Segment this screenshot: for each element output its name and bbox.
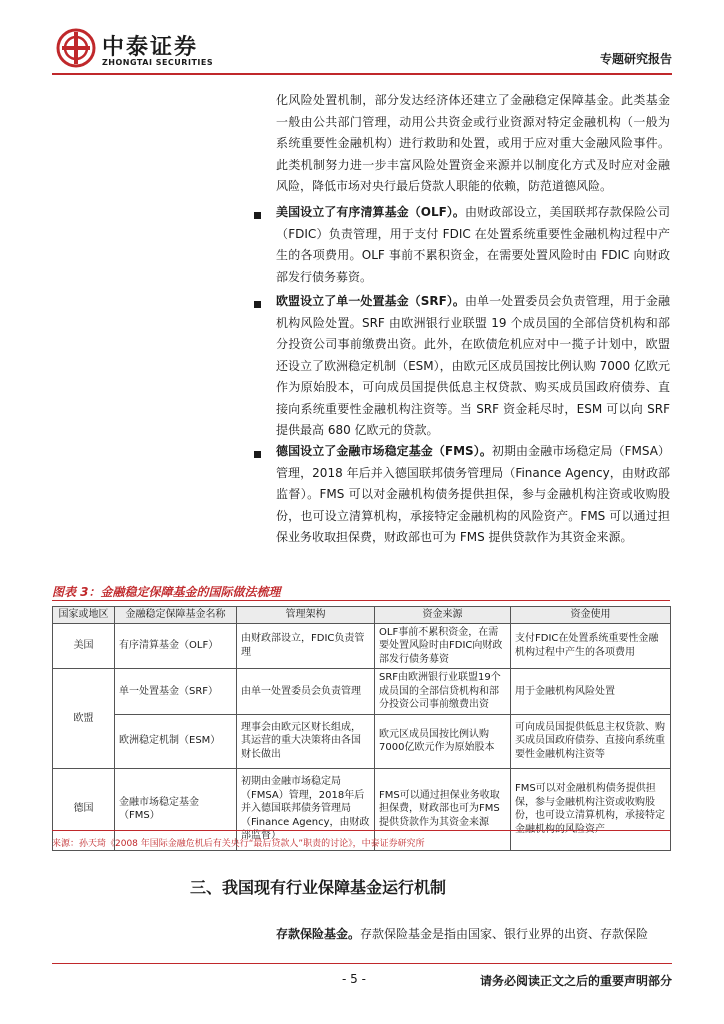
zhongtai-logo-icon <box>56 28 96 68</box>
cell-funding-source: FMS可以通过担保业务收取担保费，财政部也可为FMS提供贷款作为其资金来源 <box>375 768 511 850</box>
table-header: 资金使用 <box>511 607 671 624</box>
cell-management: 理事会由欧元区财长组成，其运营的重大决策将由各国财长做出 <box>237 714 375 768</box>
comparison-table <box>52 606 671 851</box>
cell-management: 由财政部设立，FDIC负责管理 <box>237 623 375 669</box>
cell-fund-usage: FMS可以对金融机构债务提供担保，参与金融机构注资或收购股份，也可设立清算机构，承接特定金融机构的风险资产 <box>511 768 671 850</box>
header-divider <box>52 73 672 75</box>
cell-region: 美国 <box>53 623 115 669</box>
cell-fund-usage: 支付FDIC在处置系统重要性金融机构过程中产生的各项费用 <box>511 623 671 669</box>
section-paragraph <box>276 924 670 946</box>
table-row <box>53 623 671 669</box>
table-header: 资金来源 <box>375 607 511 624</box>
cell-region: 德国 <box>53 768 115 850</box>
cell-fund-name: 单一处置基金（SRF） <box>115 669 237 715</box>
bullet-srf-lead: 欧盟设立了单一处置基金（SRF）。 <box>276 294 465 308</box>
figure-top-rule <box>52 600 670 601</box>
bullet-olf-text: 由财政部设立，美国联邦存款保险公司（FDIC）负责管理，用于支付 FDIC 在处置系统重要性金融机构过程中产生的各项费用。OLF 事前不累积资金，在需要处置风险时由 FDIC 向财政部发行债务募资。 <box>276 205 670 284</box>
footer-divider <box>52 963 672 964</box>
cell-funding-source: 欧元区成员国按比例认购7000亿欧元作为原始股本 <box>375 714 511 768</box>
intro-paragraph: 化风险处置机制，部分发达经济体还建立了金融稳定保障基金。此类基金一般由公共部门管理，动用公共资金或行业资源对特定金融机构（一般为系统重要性金融机构）进行救助和处置，或用于应对重大金融风险事件。此类机制努力进一步丰富风险处置资金来源并以制度化方式及时应对金融风险，降低市场对央行最后贷款人职能的依赖，防范道德风险。 <box>276 93 670 193</box>
report-type: 专题研究报告 <box>599 52 672 66</box>
table-row <box>53 669 671 715</box>
bullet-marker <box>254 212 261 219</box>
figure-bottom-rule <box>52 830 670 831</box>
bullet-fms <box>276 441 670 549</box>
table-header: 金融稳定保障基金名称 <box>115 607 237 624</box>
brand-name: 中泰证券 <box>102 35 199 60</box>
bullet-srf <box>276 291 670 442</box>
section-lead: 存款保险基金。 <box>276 927 361 941</box>
section-heading: 三、我国现有行业保障基金运行机制 <box>190 878 447 897</box>
page-header <box>0 0 724 80</box>
bullet-marker <box>254 301 261 308</box>
cell-fund-name: 欧洲稳定机制（ESM） <box>115 714 237 768</box>
cell-funding-source: OLF事前不累积资金，在需要处置风险时由FDIC向财政部发行债务募资 <box>375 623 511 669</box>
bullet-olf <box>276 202 670 288</box>
bullet-fms-text: 初期由金融市场稳定局（FMSA）管理，2018 年后并入德国联邦债务管理局（Finance Agency，由财政部监督）。FMS 可以对金融机构债务提供担保，参与金融机构注资或收购股份，也可设立清算机构，承接特定金融机构的风险资产。FMS 可以通过担保业务收取担保费，财政部也可为 FMS 提供贷款作为其资金来源。 <box>276 444 670 544</box>
table-header-row <box>53 607 671 624</box>
footer-disclaimer: 请务必阅读正文之后的重要声明部分 <box>479 974 672 988</box>
bullet-marker <box>254 451 261 458</box>
bullet-olf-lead: 美国设立了有序清算基金（OLF）。 <box>276 205 465 219</box>
brand-name-en: ZHONGTAI SECURITIES <box>102 58 214 67</box>
bullet-fms-lead: 德国设立了金融市场稳定基金（FMS）。 <box>276 444 492 458</box>
cell-region: 欧盟 <box>53 669 115 769</box>
cell-management: 由单一处置委员会负责管理 <box>237 669 375 715</box>
figure-source: 来源：孙天琦《2008 年国际金融危机后有关央行“最后贷款人”职责的讨论》，中泰证券研究所 <box>52 839 425 849</box>
cell-fund-name: 有序清算基金（OLF） <box>115 623 237 669</box>
cell-fund-usage: 用于金融机构风险处置 <box>511 669 671 715</box>
cell-fund-name: 金融市场稳定基金（FMS） <box>115 768 237 850</box>
table-header: 管理架构 <box>237 607 375 624</box>
table-row <box>53 714 671 768</box>
cell-management: 初期由金融市场稳定局（FMSA）管理，2018年后并入德国联邦债务管理局（Finance Agency，由财政部监督） <box>237 768 375 850</box>
bullet-srf-text: 由单一处置委员会负责管理，用于金融机构风险处置。SRF 由欧洲银行业联盟 19 个成员国的全部信贷机构和部分投资公司事前缴费出资。此外，在欧债危机应对中一揽子计划中，欧盟还设立了欧洲稳定机制（ESM），由欧元区成员国按比例认购 7000 亿欧元作为原始股本，可向成员国提供低息主权贷款、购买成员国政府债券、直接向系统重要性金融机构注资等。当 SRF 资金耗尽时，ESM 可以向 SRF 提供最高 680 亿欧元的贷款。 <box>276 294 670 437</box>
figure-title: 图表 3：金融稳定保障基金的国际做法梳理 <box>52 585 281 599</box>
table-header: 国家或地区 <box>53 607 115 624</box>
page-number: - 5 - <box>342 972 366 986</box>
cell-funding-source: SRF由欧洲银行业联盟19个成员国的全部信贷机构和部分投资公司事前缴费出资 <box>375 669 511 715</box>
cell-fund-usage: 可向成员国提供低息主权贷款、购买成员国政府债券、直接向系统重要性金融机构注资等 <box>511 714 671 768</box>
section-text: 存款保险基金是指由国家、银行业界的出资、存款保险 <box>360 927 649 941</box>
